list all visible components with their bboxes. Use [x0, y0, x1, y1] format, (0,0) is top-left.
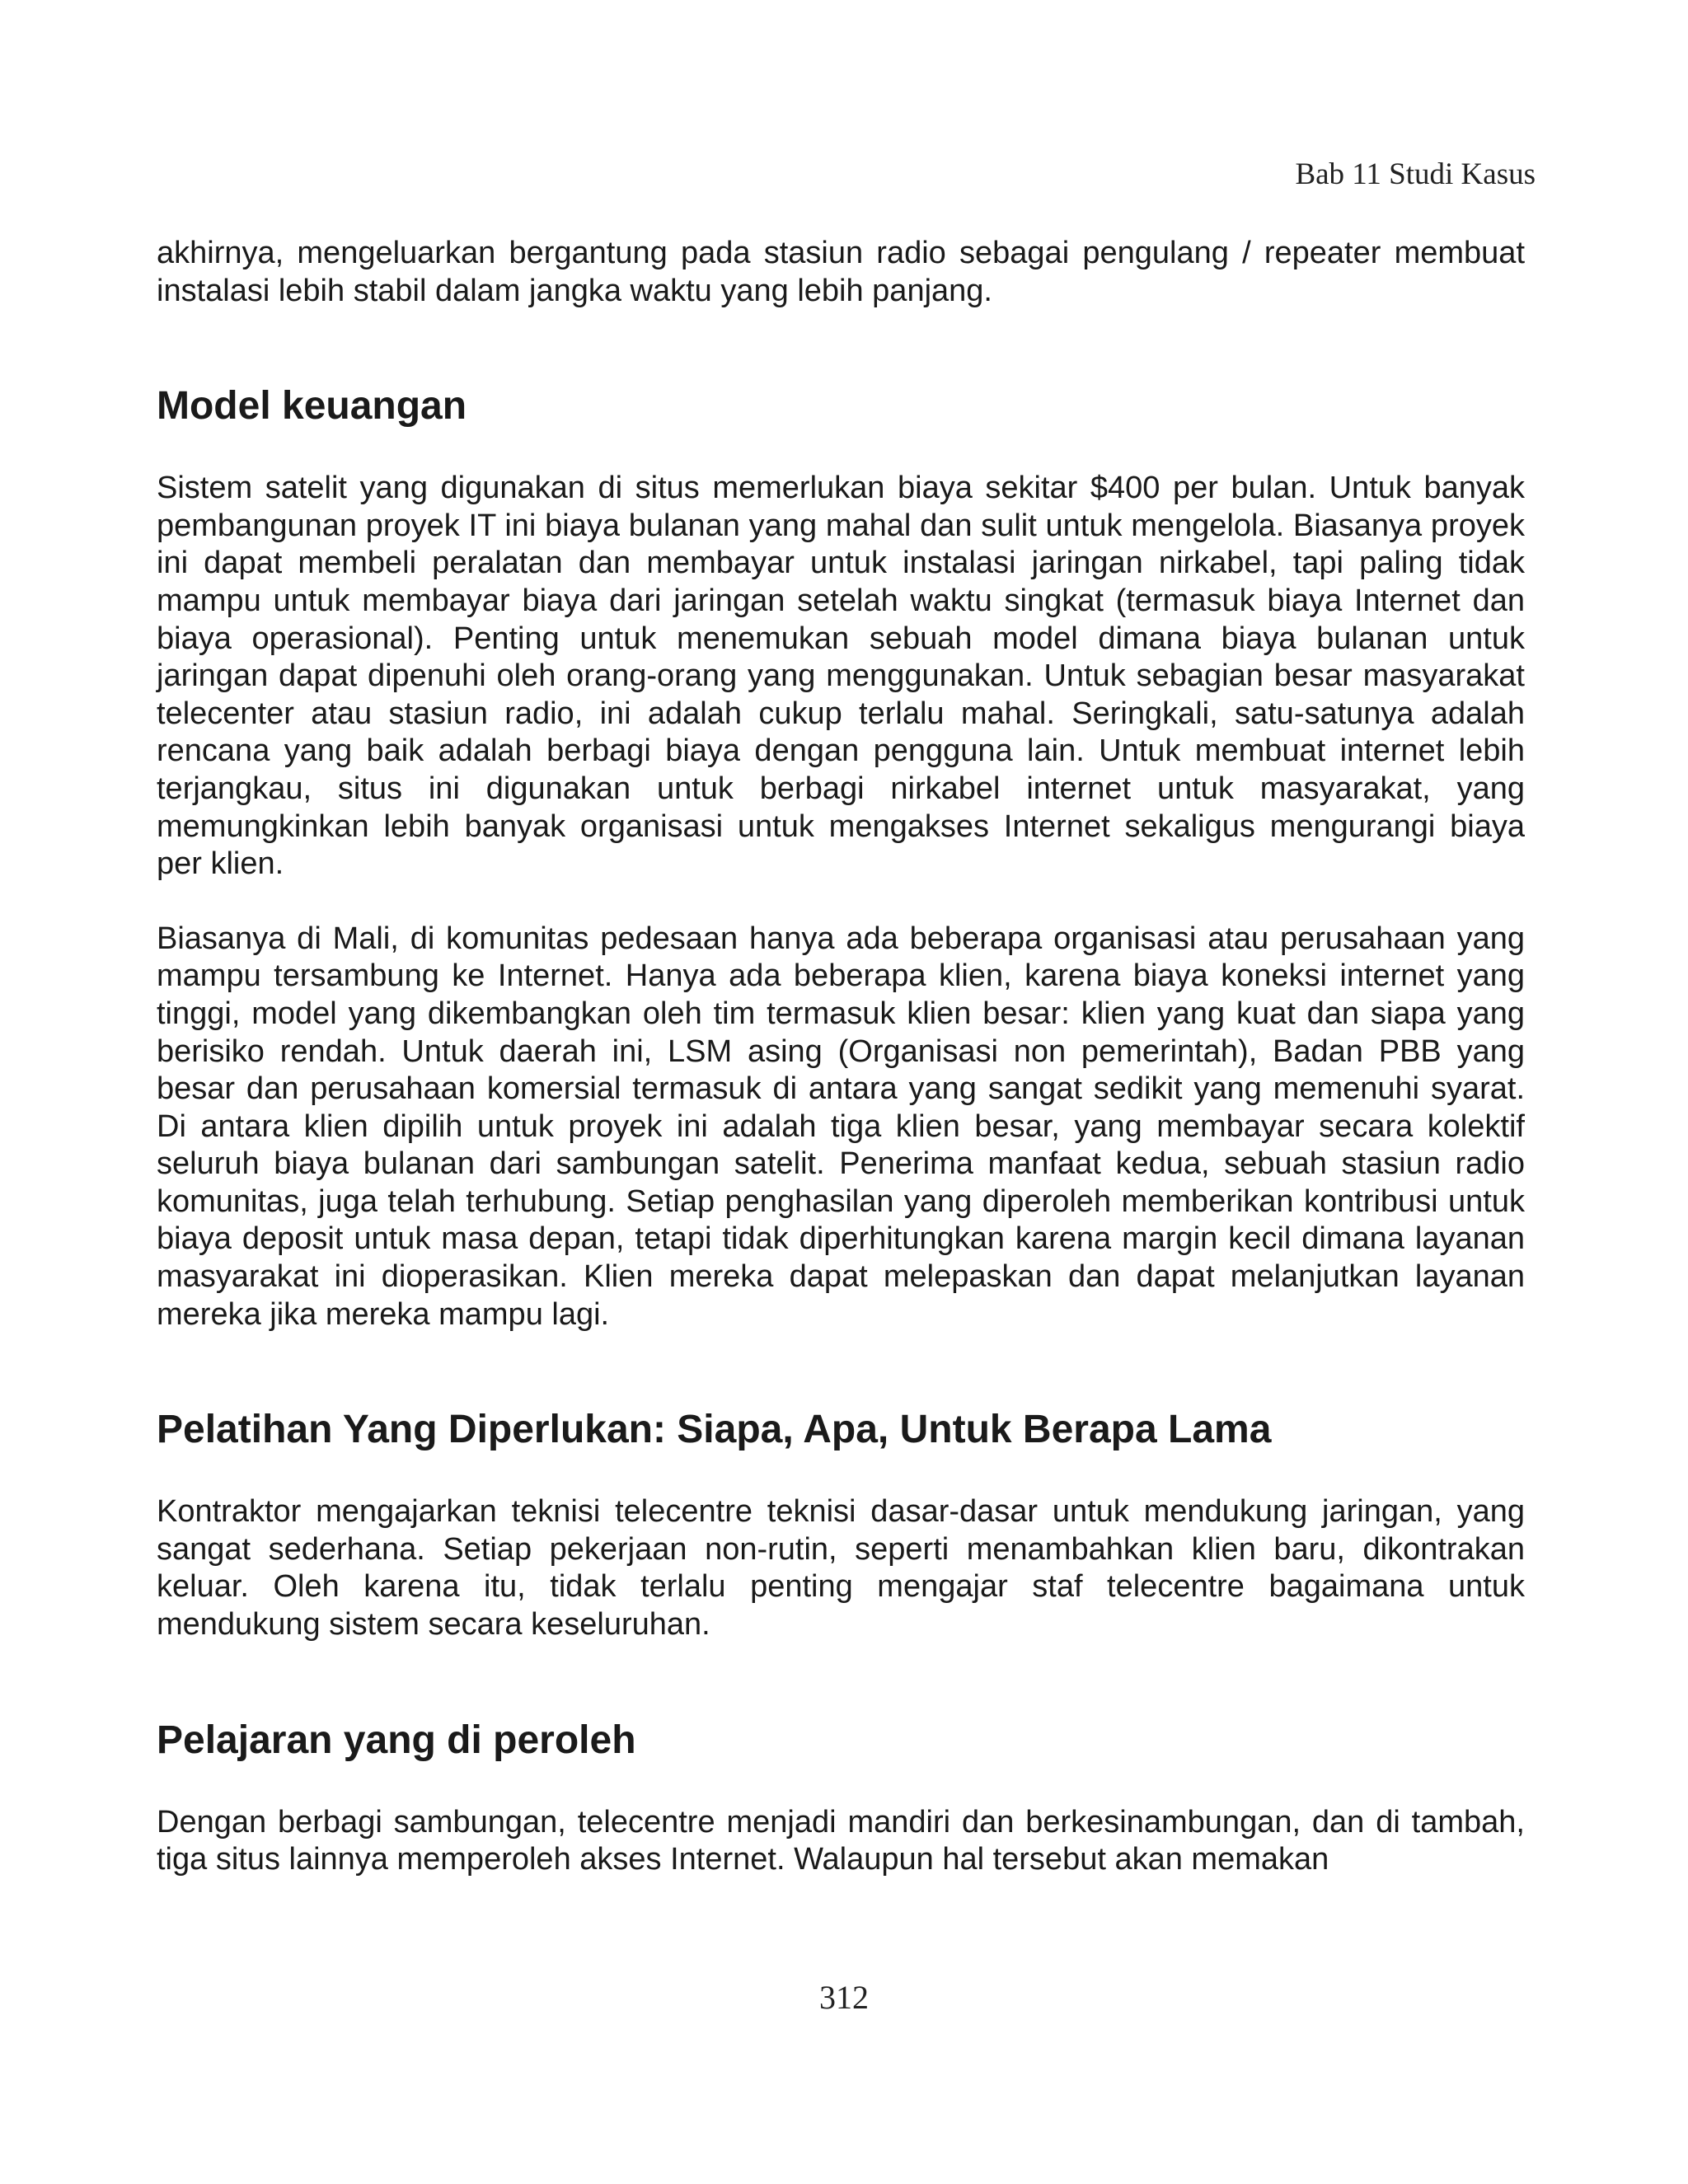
- page-number: 312: [819, 1979, 869, 2016]
- section-heading-model-keuangan: Model keuangan: [157, 384, 467, 429]
- page-body: [157, 235, 1525, 1879]
- body-paragraph: Dengan berbagi sambungan, telecentre menjadi mandiri dan berkesinambungan, dan di tambah, tiga situs lainnya memperoleh akses Internet. Walaupun hal tersebut akan memakan: [157, 1804, 1525, 1877]
- running-header: Bab 11 Studi Kasus: [1295, 157, 1536, 191]
- body-paragraph: Sistem satelit yang digunakan di situs memerlukan biaya sekitar $400 per bulan. Untuk banyak pembangunan proyek IT ini biaya bulanan yang mahal dan sulit untuk mengelola. Biasanya proyek ini dapat membeli peralatan dan membayar untuk instalasi jaringan nirkabel, tapi paling tidak mampu untuk membayar biaya dari jaringan setelah waktu singkat (termasuk biaya Internet dan biaya operasional). Penting untuk menemukan sebuah model dimana biaya bulanan untuk jaringan dapat dipenuhi oleh orang-orang yang menggunakan. Untuk sebagian besar masyarakat telecenter atau stasiun radio, ini adalah cukup terlalu mahal. Seringkali, satu-satunya adalah rencana yang baik adalah berbagi biaya dengan pengguna lain. Untuk membuat internet lebih terjangkau, situs ini digunakan untuk berbagi nirkabel internet untuk masyarakat, yang memungkinkan lebih banyak organisasi untuk mengakses Internet sekaligus mengurangi biaya per klien.: [157, 471, 1525, 882]
- intro-paragraph: akhirnya, mengeluarkan bergantung pada stasiun radio sebagai pengulang / repeater membuat instalasi lebih stabil dalam jangka waktu yang lebih panjang.: [157, 236, 1525, 308]
- section-heading-pelatihan: Pelatihan Yang Diperlukan: Siapa, Apa, Untuk Berapa Lama: [157, 1408, 1272, 1452]
- body-paragraph: Kontraktor mengajarkan teknisi telecentre teknisi dasar-dasar untuk mendukung jaringan, yang sangat sederhana. Setiap pekerjaan non-rutin, seperti menambahkan klien baru, dikontrakan keluar. Oleh karena itu, tidak terlalu penting mengajar staf telecentre bagaimana untuk mendukung sistem secara keseluruhan.: [157, 1494, 1525, 1643]
- body-paragraph: Biasanya di Mali, di komunitas pedesaan hanya ada beberapa organisasi atau perusahaan yang mampu tersambung ke Internet. Hanya ada beberapa klien, karena biaya koneksi internet yang tinggi, model yang dikembangkan oleh tim termasuk klien besar: klien yang kuat dan siapa yang berisiko rendah. Untuk daerah ini, LSM asing (Organisasi non pemerintah), Badan PBB yang besar dan perusahaan komersial termasuk di antara yang sangat sedikit yang memenuhi syarat. Di antara klien dipilih untuk proyek ini adalah tiga klien besar, yang membayar secara kolektif seluruh biaya bulanan dari sambungan satelit. Penerima manfaat kedua, sebuah stasiun radio komunitas, juga telah terhubung. Setiap penghasilan yang diperoleh memberikan kontribusi untuk biaya deposit untuk masa depan, tetapi tidak diperhitungkan karena margin kecil dimana layanan masyarakat ini dioperasikan. Klien mereka dapat melepaskan dan dapat melanjutkan layanan mereka jika mereka mampu lagi.: [157, 921, 1525, 1332]
- section-heading-pelajaran: Pelajaran yang di peroleh: [157, 1718, 636, 1762]
